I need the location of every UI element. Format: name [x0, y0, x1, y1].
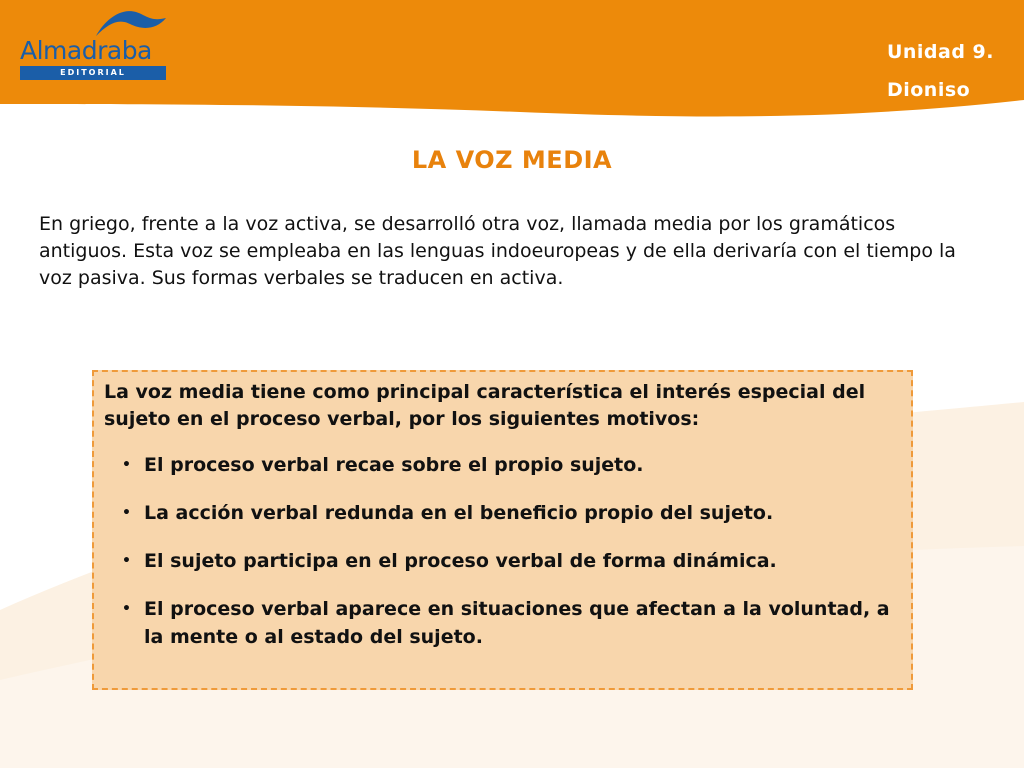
list-item-text: El proceso verbal aparece en situaciones que afectan a la voluntad, a la mente o al estado del sujeto. [144, 598, 890, 648]
unit-number: Unidad 9. [886, 41, 994, 63]
logo-wave-icon [18, 6, 168, 40]
list-item [122, 547, 901, 575]
logo-wordmark: Almadraba [20, 36, 152, 65]
highlight-box [92, 370, 913, 690]
logo-editorial-bar: EDITORIAL [20, 66, 166, 80]
list-item [122, 451, 901, 479]
unit-name: Dioniso [886, 79, 971, 101]
unit-label [887, 33, 994, 109]
reasons-list [94, 451, 911, 651]
intro-paragraph: En griego, frente a la voz activa, se desarrolló otra voz, llamada media por los gramáticos antiguos. Esta voz se empleaba en las lenguas indoeuropeas y de ella derivaría con el tiempo la voz pasiva. Sus formas verbales se traducen en activa. [39, 213, 956, 289]
bullet-icon: • [122, 505, 131, 521]
list-item-text: El proceso verbal recae sobre el propio sujeto. [144, 454, 644, 476]
bullet-icon: • [122, 553, 131, 569]
list-item [122, 595, 901, 651]
almadraba-logo [18, 6, 168, 80]
list-item-text: El sujeto participa en el proceso verbal de forma dinámica. [144, 550, 777, 572]
list-item-text: La acción verbal redunda en el beneficio propio del sujeto. [144, 502, 774, 524]
page-title: LA VOZ MEDIA [411, 146, 613, 174]
box-heading: La voz media tiene como principal característica el interés especial del sujeto en el proceso verbal, por los siguientes motivos: [104, 381, 866, 430]
list-item [122, 499, 901, 527]
bullet-icon: • [122, 457, 131, 473]
bullet-icon: • [122, 601, 131, 617]
